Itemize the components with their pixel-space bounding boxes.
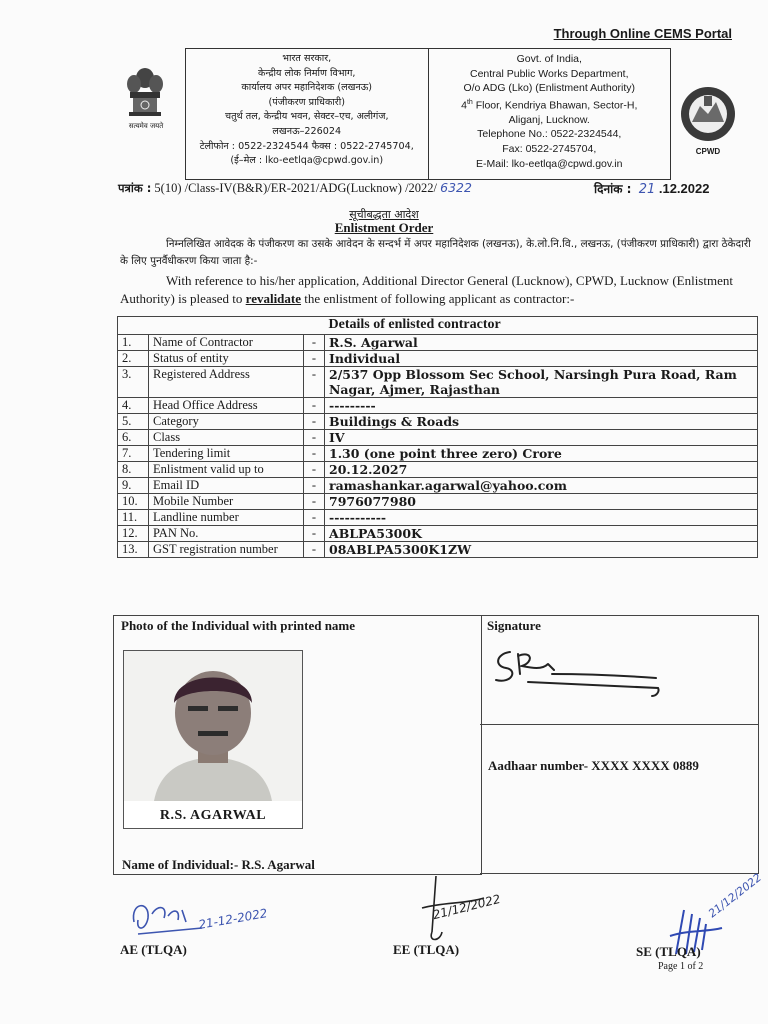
row-label: Enlistment valid up to [149,462,304,478]
hindi-line: चतुर्थ तल, केन्द्रीय भवन, सेक्टर–एच, अलीगंज, [225,111,389,123]
row-number: 11. [118,510,149,526]
row-number: 9. [118,478,149,494]
table-row [118,414,758,430]
row-label: Mobile Number [149,494,304,510]
table-row [118,446,758,462]
hindi-line: केन्द्रीय लोक निर्माण विभाग, [258,67,356,79]
order-paragraph-hindi-text: निम्नलिखित आवेदक के पंजीकरण का उसके आवेदन के सन्दर्भ में अपर महानिदेशक (लखनऊ), के.लो.नि.वि., लखनऊ, (पंजीकरण प्राधिकारी) द्वारा ठेकेदारी के लिए पुनर्वैधीकरण किया जाता है:- [120,238,751,267]
row-number: 6. [118,430,149,446]
order-paragraph-hindi [120,236,760,270]
english-line: Fax: 0522-2745704, [502,143,597,156]
table-heading: Details of enlisted contractor [325,317,758,335]
hindi-line: (पंजीकरण प्राधिकारी) [268,96,345,108]
english-line: Central Public Works Department, [469,67,629,80]
row-separator: - [304,462,325,478]
date-suffix: .12.2022 [658,181,710,196]
english-line: E-Mail: lko-eetlqa@cpwd.gov.in [476,157,623,170]
row-separator: - [304,510,325,526]
ee-signature-date: 21/12/2022 [431,891,502,923]
page-number: Page 1 of 2 [658,961,704,972]
hindi-line: कार्यालय अपर महानिदेशक (लखनऊ) [241,82,373,94]
row-number: 12. [118,526,149,542]
row-number: 4. [118,398,149,414]
row-value: IV [325,430,758,446]
row-separator: - [304,494,325,510]
letterhead-english [429,49,671,179]
row-value: R.S. Agarwal [325,335,758,351]
para-english-after: the enlistment of following applicant as contractor:- [301,291,575,306]
aadhaar-number: Aadhaar number- XXXX XXXX 0889 [488,758,699,773]
reference-handwritten-no: 6322 [440,180,472,195]
row-label: Landline number [149,510,304,526]
emblem-caption: सत्यमेव जयते [128,122,164,130]
portal-note: Through Online CEMS Portal [553,26,732,41]
date-handwritten-day: 21 [638,182,656,197]
english-line: Aliganj, Lucknow. [508,113,590,126]
row-value: Buildings & Roads [325,414,758,430]
row-separator: - [304,446,325,462]
photo-box-title: Photo of the Individual with printed name [121,618,356,633]
row-number: 5. [118,414,149,430]
english-line: O/o ADG (Lko) (Enlistment Authority) [463,82,636,95]
row-number: 13. [118,542,149,558]
row-separator: - [304,367,325,398]
row-label: Status of entity [149,351,304,367]
english-line: Govt. of India, [516,53,582,65]
row-label: Registered Address [149,367,304,398]
row-separator: - [304,542,325,558]
letterhead-hindi [186,49,429,179]
table-heading-row [118,317,758,335]
order-paragraph-english [120,272,765,308]
row-separator: - [304,351,325,367]
signature-label: Signature [487,618,541,633]
table-row [118,494,758,510]
english-line: Telephone No.: 0522-2324544, [477,128,622,141]
table-body [118,335,758,558]
cpwd-logo-text: CPWD [695,147,721,156]
row-separator: - [304,398,325,414]
row-separator: - [304,335,325,351]
row-value: --------- [325,398,758,414]
hindi-line: लखनऊ–226024 [272,125,342,137]
row-value: 1.30 (one point three zero) Crore [325,446,758,462]
table-row [118,510,758,526]
table-row [118,526,758,542]
hindi-line: (ई–मेल : lko-eetlqa@cpwd.gov.in) [230,155,384,167]
table-row [118,462,758,478]
row-number: 8. [118,462,149,478]
date-line [594,180,709,197]
reference-label: पत्रांक : [118,181,152,195]
table-row [118,542,758,558]
row-value: ramashankar.agarwal@yahoo.com [325,478,758,494]
reference-text: 5(10) /Class-IV(B&R)/ER-2021/ADG(Lucknow) /2022/ [154,181,438,195]
hindi-line: भारत सरकार, [282,53,332,64]
row-value: 20.12.2027 [325,462,758,478]
row-number: 10. [118,494,149,510]
row-value: ABLPA5300K [325,526,758,542]
table-row [118,478,758,494]
table-row [118,398,758,414]
reference-line [118,180,472,196]
emblem-icon [120,64,170,140]
order-title-english: Enlistment Order [334,220,434,235]
row-separator: - [304,430,325,446]
portrait-icon [124,651,302,801]
row-label: GST registration number [149,542,304,558]
row-label: Class [149,430,304,446]
row-separator: - [304,526,325,542]
para-english-before: With reference to his/her application, Additional Director General (Lucknow), CPWD, Lucknow (Enlistment Authority) is pleased to [120,273,733,306]
individual-name: Name of Individual:- R.S. Agarwal [122,857,315,872]
letterhead-box [185,48,671,180]
aadhaar-section [480,723,759,874]
row-number: 7. [118,446,149,462]
individual-photo [123,650,303,829]
row-value: 2/537 Opp Blossom Sec School, Narsingh Pura Road, Ram Nagar, Ajmer, Rajasthan [325,367,758,398]
row-label: Tendering limit [149,446,304,462]
row-number: 3. [118,367,149,398]
row-label: Email ID [149,478,304,494]
table-row [118,335,758,351]
row-value: Individual [325,351,758,367]
ae-label: AE (TLQA) [120,942,187,957]
row-number: 1. [118,335,149,351]
signature-scribble-icon [488,640,678,710]
table-row [118,367,758,398]
row-label: Head Office Address [149,398,304,414]
ae-signature-date: 21-12-2022 [197,906,269,932]
ee-label: EE (TLQA) [393,942,460,957]
row-label: PAN No. [149,526,304,542]
se-label: SE (TLQA) [636,944,701,959]
hindi-line: टेलीफोन : 0522-2324544 फैक्स : 0522-2745704, [199,140,414,152]
row-value: 7976077980 [325,494,758,510]
row-value: 08ABLPA5300K1ZW [325,542,758,558]
signature-section [480,615,759,725]
date-label: दिनांक : [594,182,632,196]
se-signature-date: 21/12/2022 [706,870,764,921]
row-separator: - [304,478,325,494]
table-row [118,351,758,367]
photo-printed-name: R.S. AGARWAL [159,808,267,823]
row-separator: - [304,414,325,430]
row-label: Category [149,414,304,430]
para-english-emph: revalidate [245,291,302,306]
row-value: ----------- [325,510,758,526]
row-number: 2. [118,351,149,367]
order-title-hindi: सूचीबद्धता आदेश [349,208,419,221]
row-label: Name of Contractor [149,335,304,351]
table-row [118,430,758,446]
english-line: 4th Floor, Kendriya Bhawan, Sector-H, [461,98,638,112]
contractor-details-table [117,316,758,558]
cpwd-logo-icon [678,84,738,160]
table-heading-spacer [118,317,325,335]
